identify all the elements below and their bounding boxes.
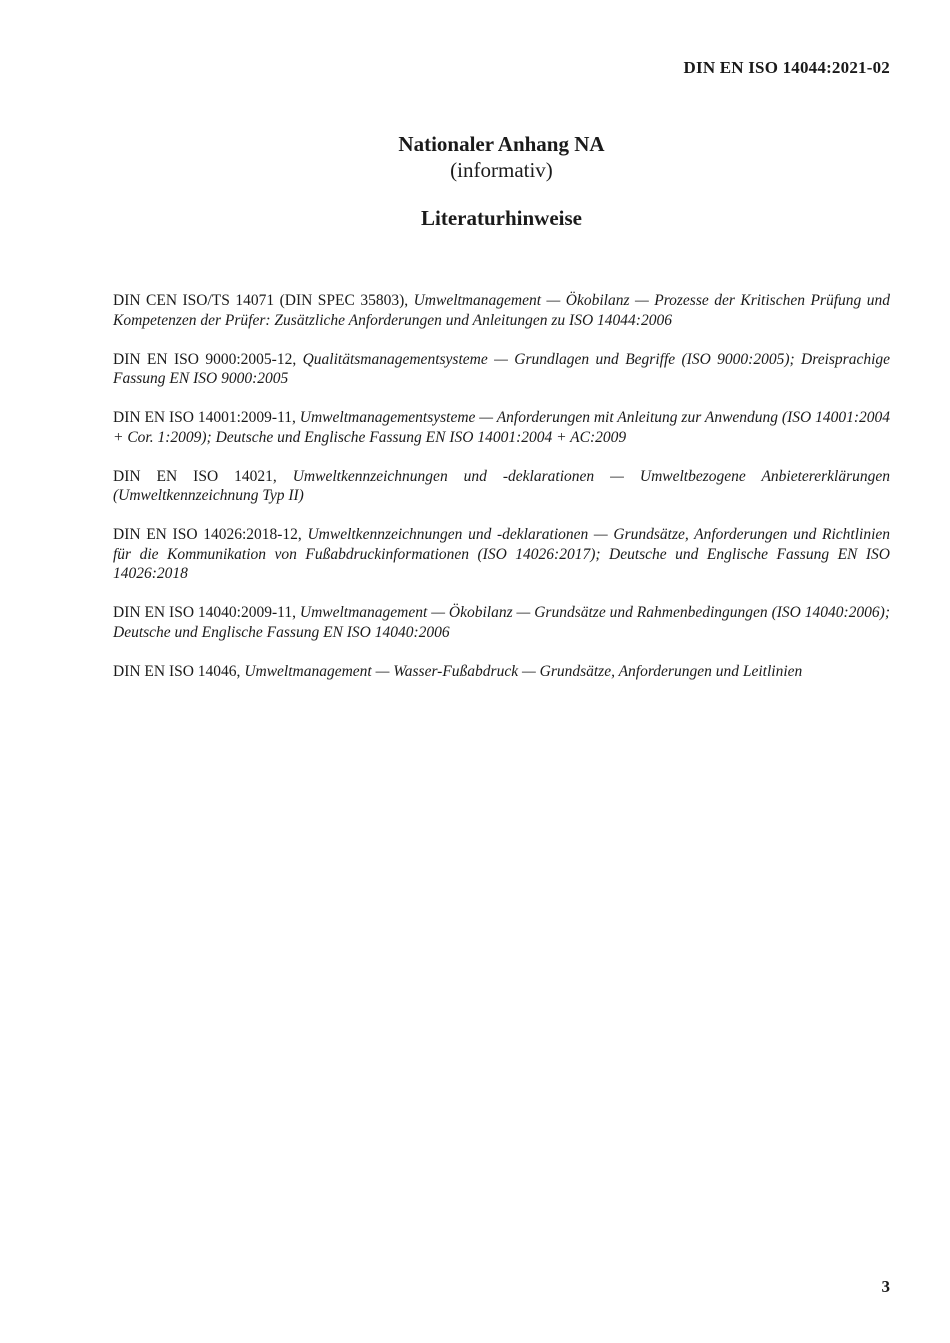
title-block [0,131,950,231]
reference-title: Umweltmanagement — Wasser-Fußabdruck — Grundsätze, Anforderungen und Leitlinien [244,662,803,680]
reference-item [113,662,890,682]
reference-title: Umweltmanagement — Ökobilanz — Grundsätze und Rahmenbedingungen (ISO 14040:2006); Deutsche und Englische Fassung EN ISO 14040:2006 [113,604,890,641]
page-number: 3 [881,1277,890,1296]
reference-title: Umweltmanagementsysteme — Anforderungen mit Anleitung zur Anwendung (ISO 14001:2004 + Cor. 1:2009); Deutsche und Englische Fassung EN ISO 14001:2004 + AC:2009 [113,409,890,446]
reference-designation: DIN EN ISO 14026:2018-12, [113,526,302,543]
reference-item [113,350,890,389]
reference-designation: DIN EN ISO 14040:2009-11, [113,604,296,621]
annex-subtitle: (informativ) [450,158,553,182]
reference-list [113,291,890,701]
section-title: Literaturhinweise [421,206,582,230]
reference-designation: DIN EN ISO 9000:2005-12, [113,350,297,368]
reference-title: Umweltkennzeichnungen und -deklarationen — Umweltbezogene Anbietererklärungen (Umweltkennzeichnung Typ II) [113,467,891,504]
reference-item [113,525,890,584]
reference-title: Qualitätsmanagementsysteme — Grundlagen und Begriffe (ISO 9000:2005); Dreisprachige Fassung EN ISO 9000:2005 [113,350,891,387]
reference-item [113,467,890,506]
document-id-header: DIN EN ISO 14044:2021-02 [683,58,890,77]
reference-designation: DIN EN ISO 14046, [113,662,241,680]
reference-designation: DIN EN ISO 14021, [113,467,277,485]
reference-title: Umweltkennzeichnungen und -deklarationen — Grundsätze, Anforderungen und Richtlinien für die Kommunikation von Fußabdruckinformationen (ISO 14026:2017); Deutsche und Englische Fassung EN ISO 14026:2018 [113,526,891,582]
reference-item [113,603,890,642]
reference-designation: DIN CEN ISO/TS 14071 (DIN SPEC 35803), [113,292,409,309]
reference-item [113,291,890,330]
annex-title: Nationaler Anhang NA [398,132,605,156]
reference-designation: DIN EN ISO 14001:2009-11, [113,409,296,426]
reference-item [113,408,890,447]
reference-title: Umweltmanagement — Ökobilanz — Prozesse der Kritischen Prüfung und Kompetenzen der Prüfer: Zusätzliche Anforderungen und Anleitungen zu ISO 14044:2006 [113,292,890,329]
